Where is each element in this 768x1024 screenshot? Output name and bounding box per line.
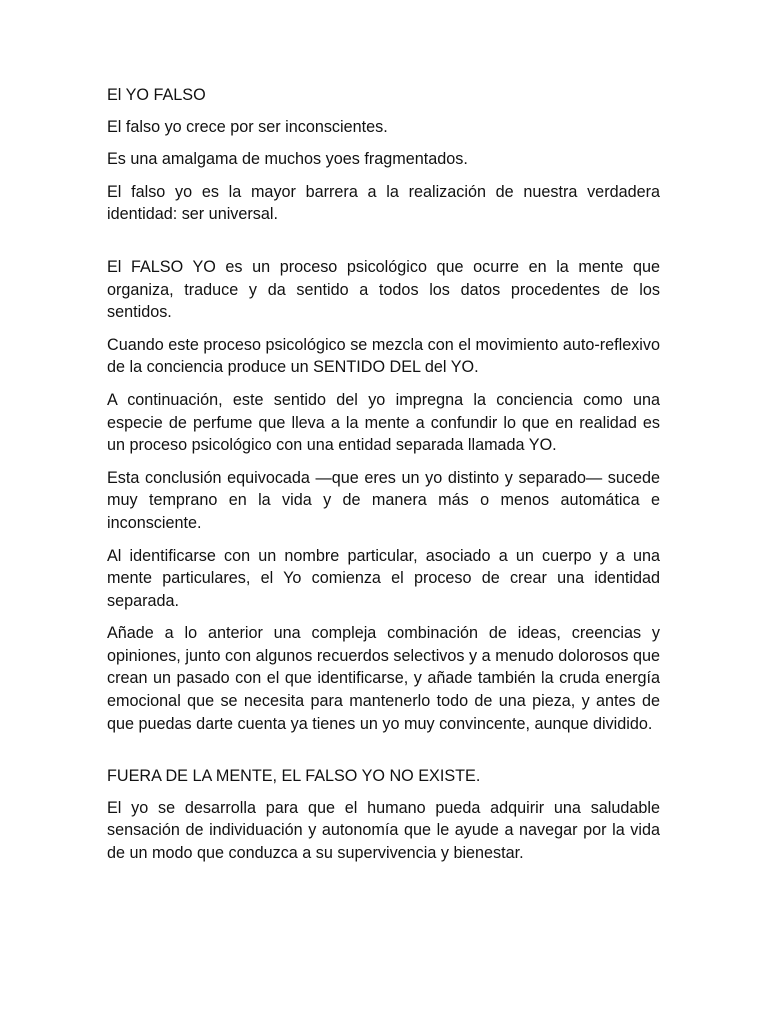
document-title: El YO FALSO: [107, 86, 206, 104]
paragraph: Cuando este proceso psicológico se mezcla con el movimiento auto-reflexivo de la conciencia produce un SENTIDO DEL del YO.: [107, 335, 660, 377]
paragraph: El FALSO YO es un proceso psicológico que ocurre en la mente que organiza, traduce y da sentido a todos los datos procedentes de los sentidos.: [107, 257, 660, 322]
document-page: [107, 84, 660, 875]
paragraph: El yo se desarrolla para que el humano pueda adquirir una saludable sensación de individuación y autonomía que le ayude a navegar por la vida de un modo que conduzca a su supervivencia y bienestar.: [107, 798, 660, 863]
section-heading: FUERA DE LA MENTE, EL FALSO YO NO EXISTE.: [107, 767, 481, 786]
paragraph: A continuación, este sentido del yo impregna la conciencia como una especie de perfume que lleva a la mente a confundir lo que en realidad es un proceso psicológico con una entidad separada llamada YO.: [107, 390, 660, 455]
paragraph: Es una amalgama de muchos yoes fragmentados.: [107, 150, 468, 169]
paragraph: Esta conclusión equivocada —que eres un yo distinto y separado— sucede muy temprano en la vida y de manera más o menos automática e inconsciente.: [107, 468, 660, 532]
paragraph: El falso yo crece por ser inconscientes.: [107, 117, 388, 136]
paragraph: Añade a lo anterior una compleja combinación de ideas, creencias y opiniones, junto con algunos recuerdos selectivos y a menudo dolorosos que crean un pasado con el que identificarse, y añade también la cruda energía emocional que se necesita para mantenerlo todo de una pieza, y antes de que puedas darte cuenta ya tienes un yo muy convincente, aunque dividido.: [107, 624, 660, 733]
paragraph: El falso yo es la mayor barrera a la realización de nuestra verdadera identidad: ser universal.: [107, 182, 660, 224]
paragraph: Al identificarse con un nombre particular, asociado a un cuerpo y a una mente particulares, el Yo comienza el proceso de crear una identidad separada.: [107, 546, 660, 610]
